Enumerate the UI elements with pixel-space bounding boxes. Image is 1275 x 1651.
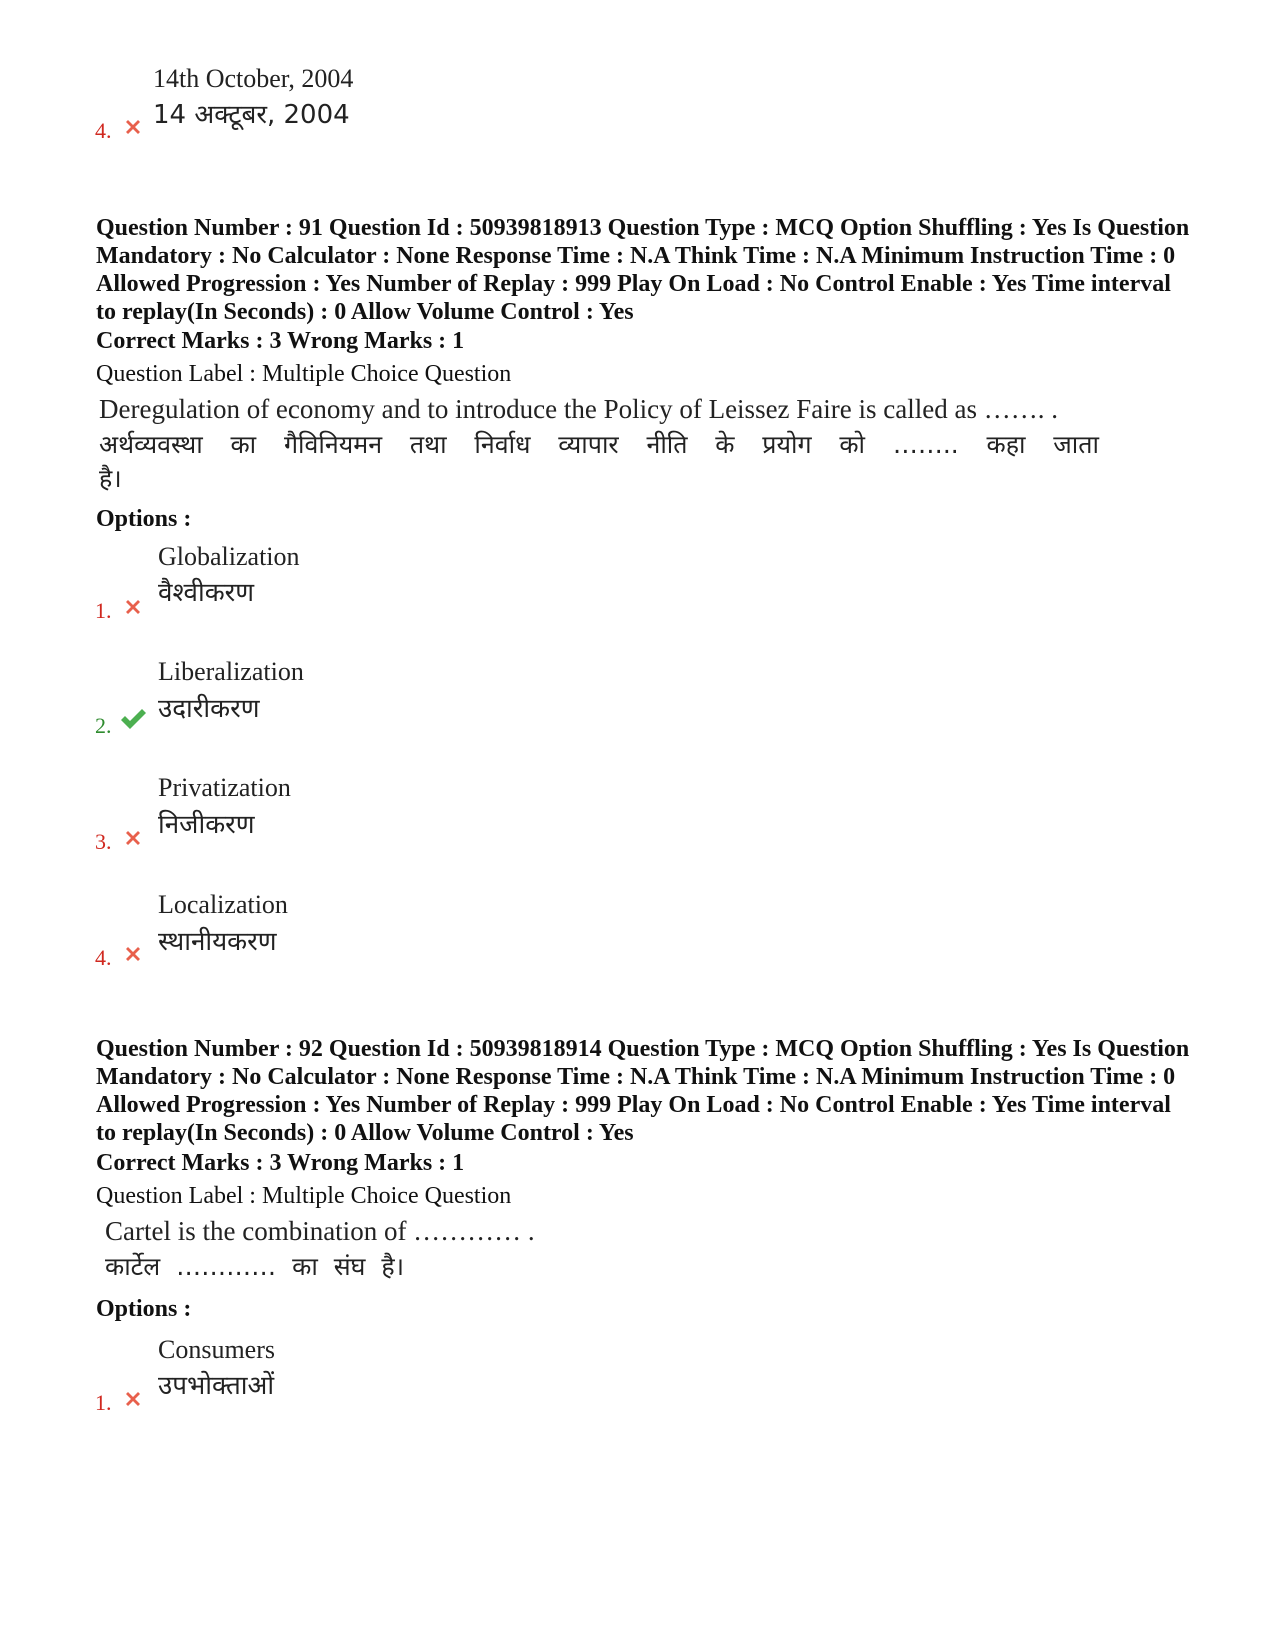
option-number: 4. [95, 945, 112, 970]
option-text-en: Privatization [158, 773, 291, 802]
cross-icon [121, 826, 145, 850]
options-label: Options : [96, 1296, 192, 1322]
options-label: Options : [96, 506, 192, 532]
check-icon [119, 707, 147, 731]
question-text-hi: कार्टेल ………… का संघ है। [105, 1252, 405, 1281]
question-text-hi: अर्थव्यवस्था का गैविनियमन तथा निर्वाध व्यापार नीति के प्रयोग को …….. कहा जाता [99, 430, 1099, 459]
option-text-hi: निजीकरण [158, 810, 255, 840]
question-text-hi-continued: है। [99, 464, 122, 493]
option-text-hi: 14 अक्टूबर, 2004 [153, 100, 350, 130]
option-text-en: Liberalization [158, 657, 304, 686]
option-text-hi: उपभोक्ताओं [158, 1371, 275, 1401]
question-text-en: Deregulation of economy and to introduce the Policy of Leissez Faire is called as ……. . [99, 394, 1058, 424]
option-text-en: Consumers [158, 1335, 275, 1364]
option-number: 3. [95, 829, 112, 854]
cross-icon [121, 942, 145, 966]
option-number: 4. [95, 118, 112, 143]
option-number: 1. [95, 598, 112, 623]
option-text-hi: स्थानीयकरण [158, 927, 277, 957]
question-marks: Correct Marks : 3 Wrong Marks : 1 [96, 1150, 465, 1176]
question-label: Question Label : Multiple Choice Question [96, 1183, 512, 1209]
option-text-en: Globalization [158, 542, 300, 571]
cross-icon [121, 115, 145, 139]
question-label: Question Label : Multiple Choice Question [96, 361, 512, 387]
question-marks: Correct Marks : 3 Wrong Marks : 1 [96, 328, 465, 354]
option-number: 1. [95, 1390, 112, 1415]
option-text-hi: वैश्वीकरण [158, 578, 255, 608]
question-meta: Question Number : 92 Question Id : 50939818914 Question Type : MCQ Option Shuffling : Yes Is Question Mandatory : No Calculator : None Response Time : N.A Think Time : N.A Minimum Instruction Time : 0 Allowed Progression : Yes Number of Replay : 999 Play On Load : No Control Enable : Yes Time interval to replay(In Seconds) : 0 Allow Volume Control : Yes [96, 1036, 1190, 1146]
option-text-hi: उदारीकरण [158, 694, 260, 724]
cross-icon [121, 1387, 145, 1411]
question-meta: Question Number : 91 Question Id : 50939818913 Question Type : MCQ Option Shuffling : Yes Is Question Mandatory : No Calculator : None Response Time : N.A Think Time : N.A Minimum Instruction Time : 0 Allowed Progression : Yes Number of Replay : 999 Play On Load : No Control Enable : Yes Time interval to replay(In Seconds) : 0 Allow Volume Control : Yes [96, 215, 1190, 325]
option-text-en: Localization [158, 890, 288, 919]
option-number: 2. [95, 713, 112, 738]
question-text-en: Cartel is the combination of ………… . [105, 1216, 535, 1246]
cross-icon [121, 595, 145, 619]
option-text-en: 14th October, 2004 [153, 64, 354, 93]
